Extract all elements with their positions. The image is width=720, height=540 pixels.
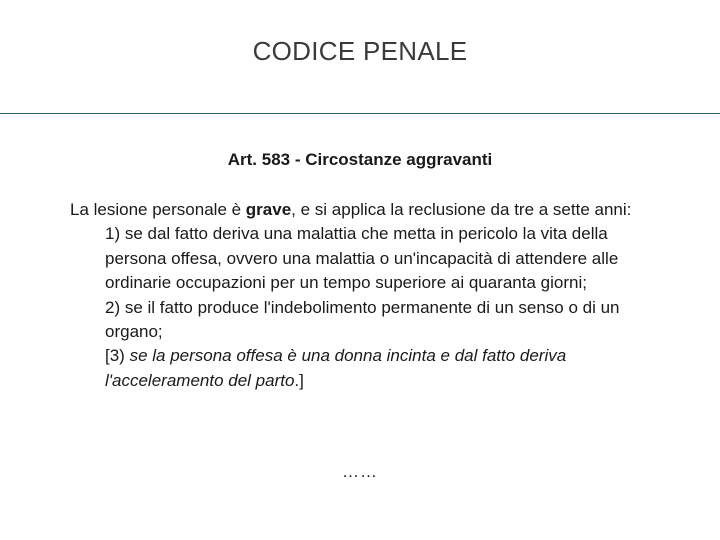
- list-item-2: 2) se il fatto produce l'indebolimento permanente di un senso o di un organo;: [105, 297, 620, 342]
- slide-title: CODICE PENALE: [252, 36, 468, 66]
- intro-text-end: , e si applica la reclusione da tre a sette anni:: [291, 200, 632, 219]
- article-text: [70, 198, 655, 393]
- intro-paragraph: [70, 198, 655, 222]
- list-item-3-italic: se la persona offesa è una donna incinta e dal fatto deriva l'acceleramento del parto: [105, 346, 567, 390]
- title-divider: [0, 113, 720, 114]
- article-heading: Art. 583 - Circostanze aggravanti: [227, 150, 493, 169]
- list-item-3: [70, 344, 655, 393]
- list-item-3-close: .]: [294, 370, 304, 390]
- continuation-ellipsis: ……: [342, 462, 378, 481]
- intro-text-start: La lesione personale è: [70, 200, 246, 219]
- list-item-3-open: [3): [105, 346, 130, 366]
- intro-bold-word: grave: [245, 200, 292, 219]
- list-item-1: 1) se dal fatto deriva una malattia che metta in pericolo la vita della persona offesa, ovvero una malattia o un'incapacità di attendere alle ordinarie occupazioni per un tempo superiore ai quaranta giorni;: [105, 224, 619, 293]
